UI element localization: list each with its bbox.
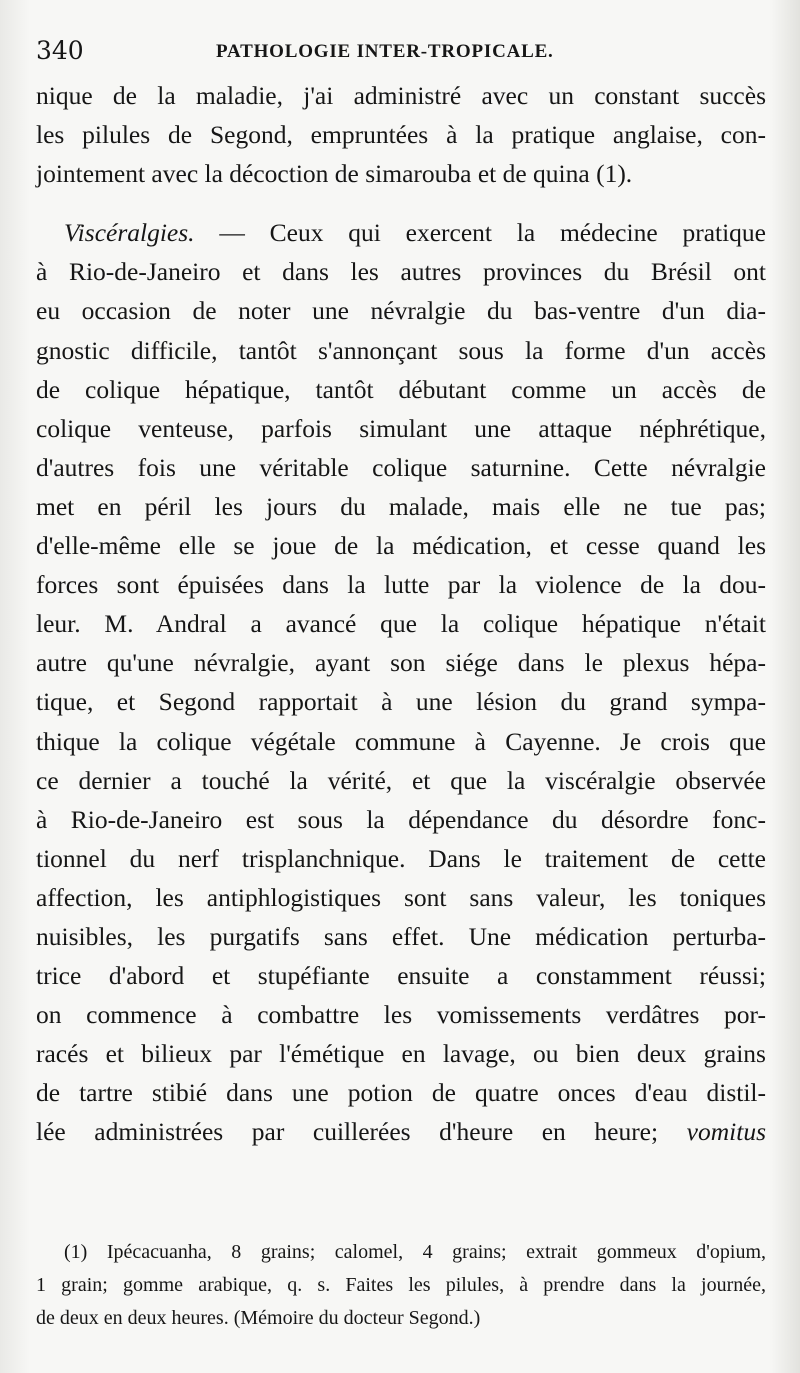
text-line: on commence à combattre les vomissements verdâtres por- (36, 1000, 766, 1030)
footnote-line: (1) Ipécacuanha, 8 grains; calomel, 4 grains; extrait gommeux d'opium, (64, 1241, 766, 1263)
text-line: d'autres fois une véritable colique saturnine. Cette névralgie (36, 452, 766, 482)
text-line: ce dernier a touché la vérité, et que la viscéralgie observée (36, 765, 766, 795)
paragraph-gap (36, 193, 766, 213)
text-line: de tartre stibié dans une potion de quatre onces d'eau distil- (36, 1078, 766, 1108)
text-line: à Rio-de-Janeiro et dans les autres provinces du Brésil ont (36, 257, 766, 287)
text-line: eu occasion de noter une névralgie du bas-ventre d'un dia- (36, 296, 766, 326)
text-line: nuisibles, les purgatifs sans effet. Une médication perturba- (36, 921, 766, 951)
text-line: d'elle-même elle se joue de la médication, et cesse quand les (36, 531, 766, 561)
text-fragment: lée administrées par cuillerées d'heure en heure; (36, 1117, 687, 1147)
text-line: affection, les antiphlogistiques sont sans valeur, les toniques (36, 882, 766, 912)
text-line: thique la colique végétale commune à Cayenne. Je crois que (36, 726, 766, 756)
text-line: à Rio-de-Janeiro est sous la dépendance du désordre fonc- (36, 804, 766, 834)
text-line: met en péril les jours du malade, mais elle ne tue pas; (36, 491, 766, 521)
page-header (36, 36, 776, 70)
section-first-line (36, 213, 766, 252)
text-fragment: — Ceux qui exercent la médecine pratique (194, 218, 766, 248)
text-line: gnostic difficile, tantôt s'annonçant sous la forme d'un accès (36, 335, 766, 365)
section-heading: Viscéralgies. (64, 218, 195, 248)
footnote-line: 1 grain; gomme arabique, q. s. Faites les pilules, à prendre dans la journée, (36, 1274, 766, 1296)
text-line: racés et bilieux par l'émétique en lavage, ou bien deux grains (36, 1039, 766, 1069)
main-text (36, 76, 766, 1152)
text-line: autre qu'une névralgie, ayant son siége dans le plexus hépa- (36, 648, 766, 678)
text-line: tique, et Segond rapportait à une lésion du grand sympa- (36, 687, 766, 717)
text-line: les pilules de Segond, empruntées à la pratique anglaise, con- (36, 120, 766, 150)
text-line: colique venteuse, parfois simulant une attaque néphrétique, (36, 413, 766, 443)
text-line: jointement avec la décoction de simarouba et de quina (1). (36, 159, 633, 189)
footnote (36, 1236, 766, 1335)
text-line: tionnel du nerf trisplanchnique. Dans le traitement de cette (36, 843, 766, 873)
italic-term: vomitus (686, 1117, 766, 1147)
text-line: forces sont épuisées dans la lutte par la violence de la dou- (36, 570, 766, 600)
text-line: leur. M. Andral a avancé que la colique hépatique n'était (36, 609, 766, 639)
footnote-line: de deux en deux heures. (Mémoire du docteur Segond.) (36, 1307, 481, 1329)
text-line: nique de la maladie, j'ai administré avec un constant succès (36, 81, 766, 110)
text-line: de colique hépatique, tantôt débutant comme un accès de (36, 374, 766, 404)
text-line: trice d'abord et stupéfiante ensuite a constamment réussi; (36, 961, 766, 991)
running-title: PATHOLOGIE INTER-TROPICALE. (216, 41, 554, 62)
text-line-continues (36, 1112, 766, 1151)
page-number: 340 (36, 36, 84, 65)
